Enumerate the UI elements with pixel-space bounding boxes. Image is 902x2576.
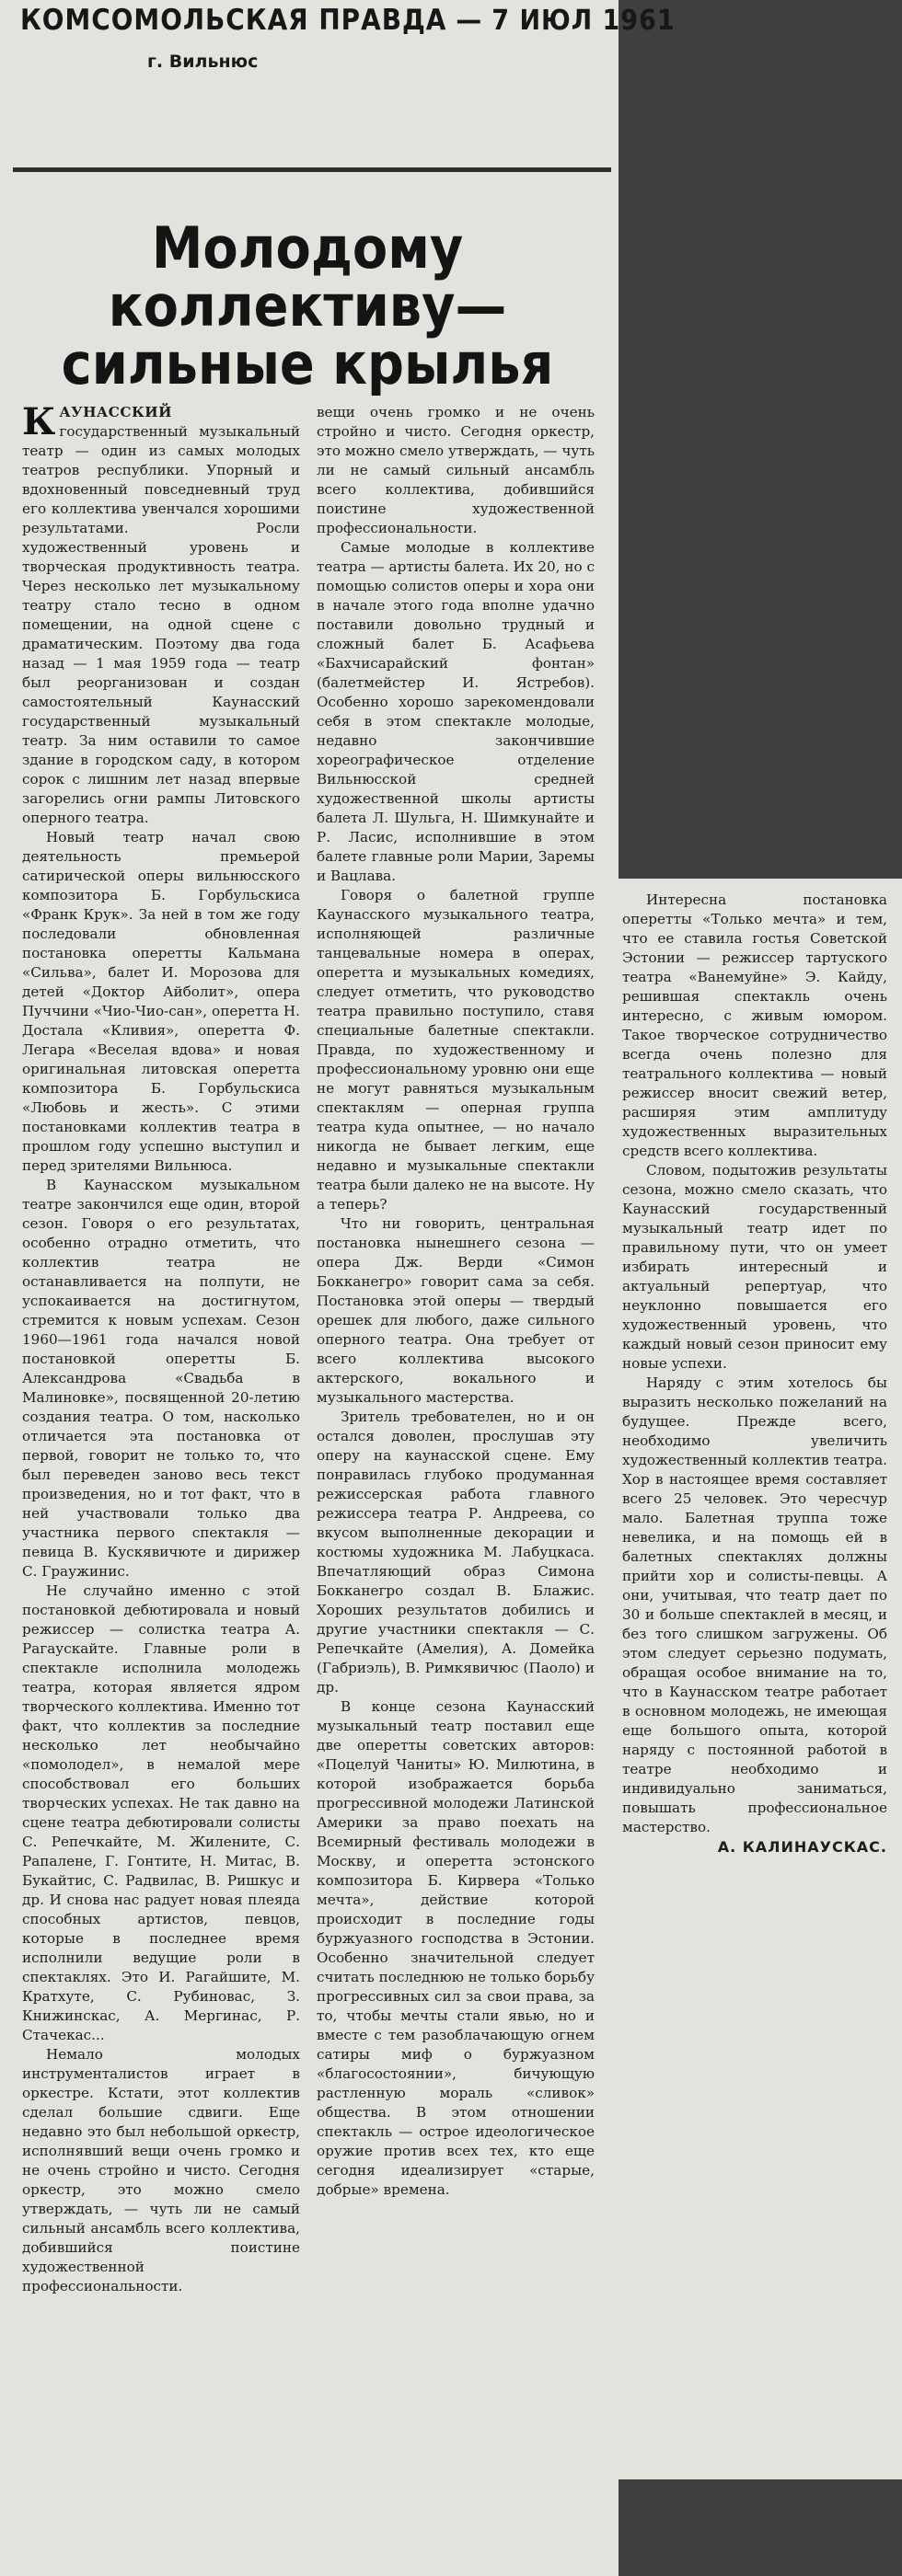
- masthead-separator: —: [456, 4, 483, 37]
- lead-word: АУНАССКИЙ: [59, 404, 172, 420]
- article-paragraph: Самые молодые в коллективе театра — артисты балета. Их 20, но с помощью солистов оперы и хора они в начале этого года вполне удачно поставили довольно трудный и сложный балет Б. Асафьева «Бахчисарайский фонтан» (балетмейстер И. Ястребов). Особенно хорошо зарекомендовали себя в этом спектакле молодые, недавно закончившие хореографическое отделение Вильнюсской средней художественной школы артисты балета Л. Шульга, Н. Шимкунайте и Р. Ласис, исполнившие в этом балете главные роли Марии, Заремы и Вацлава.: [317, 539, 595, 884]
- newspaper-name: КОМСОМОЛЬСКАЯ ПРАВДА: [20, 4, 447, 37]
- headline-line-2: сильные крылья: [61, 330, 554, 398]
- paragraph-text: государственный музыкальный театр — один из самых молодых театров республики. Упорный и вдохновенный повседневный труд его коллектива увенчался хорошими результатами. Росли художественный уровень и творческая продуктивность театра. Через несколько лет музыкальному театру стало тесно в одном помещении, на одной сцене с драматическим. Поэтому два года назад — 1 мая 1959 года — театр был реорганизован и создан самостоятельный Каунасский государственный музыкальный театр. За ним оставили то самое здание в городском саду, в котором сорок с лишним лет назад впервые загорелись огни рампы Литовского оперного театра.: [22, 423, 300, 826]
- article-paragraph: Немало молодых инструменталистов играет в оркестре. Кстати, этот коллектив сделал большие сдвиги. Еще недавно это был небольшой оркестр, исполнявший вещи очень громко и не очень стройно и чисто. Сегодня оркестр, это можно смело утверждать, — чуть ли не самый сильный ансамбль всего коллектива, добившийся поистине художественной профессиональности.: [22, 2046, 300, 2294]
- drop-cap: К: [22, 400, 56, 443]
- article-column-2: [317, 403, 595, 2576]
- article-paragraph: В конце сезона Каунасский музыкальный театр поставил еще две оперетты советских авторов: «Поцелуй Чаниты» Ю. Милютина, в которой изображается борьба прогрессивной молодежи Латинской Америки за право поехать на Всемирный фестиваль молодежи в Москву, и оперетта эстонского композитора Б. Кирвера «Только мечта», действие которой происходит в последние годы буржуазного господства в Эстонии. Особенно значительной следует считать последнюю не только борьбу прогрессивных сил за свои права, за то, чтобы мечты стали явью, но и вместе с тем разоблачающую огнем сатиры миф о буржуазном «благосостоянии», бичующую растленную мораль «сливок» общества. В этом отношении спектакль — острое идеологическое оружие против всех тех, кто еще сегодня идеализирует «старые, добрые» времена.: [317, 1698, 595, 2198]
- article-paragraph: Что ни говорить, центральная постановка нынешнего сезона — опера Дж. Верди «Симон Бокканегро» говорит сама за себя. Постановка этой оперы — твердый орешек для любого, даже сильного оперного театра. Она требует от всего коллектива высокого актерского, вокального и музыкального мастерства.: [317, 1215, 595, 1406]
- article-paragraph: В Каунасском музыкальном театре закончился еще один, второй сезон. Говоря о его результатах, особенно отрадно отметить, что коллектив театра не останавливается на полпути, не успокаивается на достигнутом, стремится к новым успехам. Сезон 1960—1961 года начался новой постановкой оперетты Б. Александрова «Свадьба в Малиновке», посвященной 20-летию создания театра. О том, насколько отличается эта постановка от первой, говорит не только то, что был переведен заново весь текст произведения, но и тот факт, что в ней участвовали только два участника первого спектакля — певица В. Кускявичюте и дирижер С. Граужинис.: [22, 1177, 300, 1580]
- article-paragraph: Зритель требователен, но и он остался доволен, прослушав эту оперу на каунасской сцене. Ему понравилась глубоко продуманная режиссерская работа главного режиссера театра Р. Андреева, со вкусом выполненные декорации и костюмы художника М. Лабуцкаса. Впечатляющий образ Симона Бокканегро создал В. Блажис. Хороших результатов добились и другие участники спектакля — С. Репечкайте (Амелия), А. Домейка (Габриэль), В. Римкявичюс (Паоло) и др.: [317, 1409, 595, 1696]
- article-column-1: [22, 400, 300, 2576]
- article-paragraph: Словом, подытожив результаты сезона, можно смело сказать, что Каунасский государственный музыкальный театр идет по правильному пути, что он умеет избирать интересный и актуальный репертуар, что неуклонно повышается его художественный уровень, что каждый новый сезон приносит ему новые успехи.: [622, 1162, 887, 1372]
- article-paragraph: [22, 400, 300, 828]
- article-headline: [4, 214, 611, 398]
- article-paragraph: Не случайно именно с этой постановкой дебютировала и новый режиссер — солистка театра А. Рагаускайте. Главные роли в спектакле исполнила молодежь театра, которая является ядром творческого коллектива. Именно тот факт, что коллектив за последние несколько лет необычайно «помолодел», в немалой мере способствовал его больших творческих успехах. Не так давно на сцене театра дебютировали солисты С. Репечкайте, М. Жилените, С. Рапалене, Г. Гонтите, Н. Митас, В. Букайтис, С. Радвилас, В. Ришкус и др. И снова нас радует новая плеяда способных артистов, певцов, которые в последнее время исполнили ведущие роли в спектаклях. Это И. Рагайшите, М. Кратхуте, С. Рубиновас, З. Книжинскас, А. Мергинас, Р. Стачекас...: [22, 1582, 300, 2043]
- newspaper-masthead: [20, 4, 676, 42]
- headline-line-1: Молодому коллективу—: [108, 214, 507, 340]
- issue-date: 7 ИЮЛ 1961: [491, 5, 676, 37]
- article-paragraph: Говоря о балетной группе Каунасского музыкального театра, исполняющей различные танцевальные номера в операх, оперетта и музыкальных комедиях, следует отметить, что руководство театра правильно поступило, ставя специальные балетные спектакли. Правда, по художественному и профессиональному уровню они еще не могут равняться музыкальным спектаклям — оперная группа театра куда опытнее, — но начало никогда не бывает легким, еще недавно и музыкальные спектакли театра были далеко не на высоте. Ну а теперь?: [317, 887, 595, 1213]
- article-paragraph: вещи очень громко и не очень стройно и чисто. Сегодня оркестр, это можно смело утверждать, — чуть ли не самый сильный ансамбль всего коллектива, добившийся поистине художественной профессиональности.: [317, 404, 595, 536]
- article-paragraph: Интересна постановка оперетты «Только мечта» и тем, что ее ставила гостья Советской Эстонии — режиссер тартуского театра «Ванемуйне» Э. Кайду, решившая спектакль очень интересно, с живым юмором. Такое творческое сотрудничество всегда очень полезно для театрального коллектива — новый режиссер вносит свежий ветер, расширяя этим амплитуду художественных выразительных средств всего коллектива.: [622, 891, 887, 1159]
- author-signature: А. КАЛИНАУСКАС.: [717, 1838, 887, 1856]
- header-rule: [13, 167, 611, 172]
- article-paragraph: Наряду с этим хотелось бы выразить несколько пожеланий на будущее. Прежде всего, необходимо увеличить художественный коллектив театра. Хор в настоящее время составляет всего 25 человек. Это чересчур мало. Балетная труппа тоже невелика, и на помощь ей в балетных спектаклях должны прийти хор и солисты-певцы. А они, учитывая, что театр дает по 30 и больше спектаклей в месяц, и без того слишком загружены. Об этом следует серьезно подумать, обращая особое внимание на то, что в Каунасском театре работает в основном молодежь, не имеющая еще большого опыта, которой наряду с постоянной работой в театре необходимо и индивидуально заниматься, повышать профессиональное мастерство.: [622, 1374, 887, 1835]
- article-paragraph: Новый театр начал свою деятельность премьерой сатирической оперы вильнюсского композитора Б. Горбульскиса «Франк Крук». За ней в том же году последовали обновленная постановка оперетты Кальмана «Сильва», балет И. Морозова для детей «Доктор Айболит», опера Пуччини «Чио-Чио-сан», оперетта Н. Достала «Кливия», оперетта Ф. Легара «Веселая вдова» и новая оригинальная литовская оперетта композитора Б. Горбульскиса «Любовь и жесть». С этими постановками коллектив театра в прошлом году успешно выступил и перед зрителями Вильнюса.: [22, 829, 300, 1174]
- city-label: г. Вильнюс: [147, 52, 259, 72]
- article-column-3: [622, 891, 887, 2455]
